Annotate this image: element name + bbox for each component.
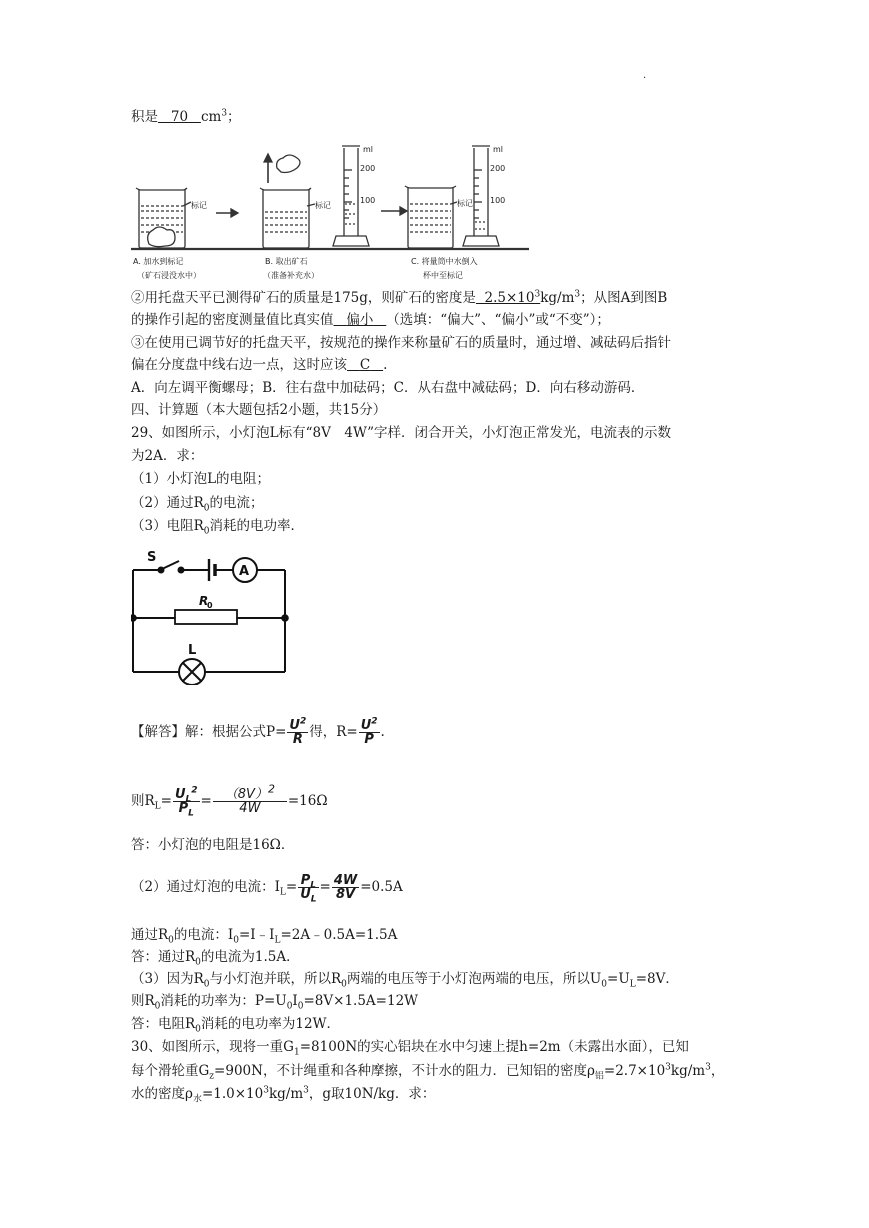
a8-s2: 0	[286, 1001, 293, 1012]
a9-p2: 消耗的电功率为12W．	[200, 1016, 340, 1032]
q30-l2-p2: =900N，不计绳重和各种摩擦，不计水的阻力．已知铝的密度ρ	[214, 1063, 595, 1079]
q29-sub3	[131, 517, 304, 535]
q30-l3-p2: =1.0×10	[201, 1086, 264, 1102]
lamp-label: L	[188, 643, 197, 658]
resistor-label-sub: 0	[207, 601, 213, 610]
panel-b-caption2: （准备补充水）	[263, 271, 319, 280]
answer-a4-pre: （2）通过灯泡的电流：I	[131, 879, 280, 895]
a9-s1: 0	[195, 1024, 201, 1035]
answer-a4-sub: L	[279, 887, 286, 898]
formula-r-den: P	[364, 732, 374, 747]
formula-il-den-sub: L	[310, 894, 317, 905]
formula-r	[359, 716, 380, 747]
cyl2-tick-100: 100	[490, 196, 506, 205]
volume-value: 70	[170, 109, 189, 125]
q29-line2: 为2A．求：	[131, 448, 204, 464]
formula-4w	[332, 874, 359, 901]
formula-8v-num: （8V）	[224, 787, 268, 802]
q30-line1	[131, 1038, 689, 1056]
q30-l2-p4: kg/m	[670, 1063, 706, 1079]
panel-c-caption2: 杯中至标记	[423, 271, 463, 280]
q30-l2-u2: 3	[705, 1062, 711, 1073]
cyl1-unit: ml	[363, 145, 374, 154]
answer-a4-eq: =	[285, 879, 298, 895]
q30-l3-p1: 水的密度ρ	[131, 1086, 193, 1102]
a7-p1: （3）因为R	[131, 971, 204, 987]
formula-rl	[173, 785, 200, 819]
q2b-post: （选填：“偏大”、“偏小”或“不变”）；	[386, 312, 610, 328]
q29-sub1: （1）小灯泡L的电阻；	[131, 471, 271, 487]
resistor-label: R	[199, 594, 209, 608]
a6-p2: 的电流为1.5A．	[200, 949, 300, 965]
answer-line4	[131, 872, 403, 905]
answer-a1-mid: 得，R=	[309, 724, 358, 740]
bias-answer	[334, 312, 387, 328]
formula-il-num: P	[300, 873, 311, 888]
beaker-figure	[131, 138, 531, 288]
q30-l3-u1: 3	[263, 1085, 269, 1096]
q3b-post: .	[383, 357, 388, 373]
q29-sub2-pre: （2）通过R	[131, 495, 204, 511]
q30-l2-u1: 3	[665, 1062, 671, 1073]
answer-line2	[131, 782, 328, 819]
a5-s1: 0	[168, 935, 174, 946]
options-line: A．向左调平衡螺母；B．往右盘中加砝码；C．从右盘中减砝码；D．向右移动游码．	[131, 380, 645, 396]
a7-s1: 0	[203, 979, 210, 990]
answer-line5	[131, 926, 397, 944]
cyl1-tick-100: 100	[360, 196, 376, 205]
answer-line8	[131, 992, 418, 1010]
q29-sub3-sub: 0	[203, 526, 210, 537]
panel-c-label: 标记	[457, 199, 473, 208]
q30-l2-s1: z	[209, 1071, 215, 1082]
circuit-diagram	[131, 545, 296, 685]
answer-a2-eq2: =	[200, 793, 212, 809]
q2-line	[131, 289, 667, 307]
q30-l2-p5: ，	[710, 1063, 725, 1079]
panel-c-caption1: C. 将量筒中水倒入	[411, 257, 478, 266]
density-sup: 3	[534, 289, 541, 300]
a7-p3: 两端的电压等于小灯泡两端的电压，所以U	[346, 971, 602, 987]
q30-l3-p3: kg/m	[268, 1086, 304, 1102]
cyl2-tick-200: 200	[490, 164, 506, 173]
formula-4w-den: 8V	[335, 887, 356, 902]
panel-a-caption1: A. 加水到标记	[133, 257, 184, 266]
a8-p1: 则R	[131, 993, 155, 1009]
a8-s1: 0	[154, 1001, 161, 1012]
answer-line3: 答：小灯泡的电阻是16Ω．	[131, 837, 295, 853]
answer-line6	[131, 948, 300, 966]
q2-pre: ②用托盘天平已测得矿石的质量是175g，则矿石的密度是	[131, 290, 476, 306]
ammeter-label: A	[239, 564, 250, 579]
q29-sub3-post: 消耗的电功率．	[209, 518, 304, 534]
formula-il	[298, 873, 318, 905]
formula-r-num: U	[360, 718, 372, 733]
q30-l3-s1: 水	[192, 1094, 202, 1105]
q29-sub3-pre: （3）电阻R	[131, 518, 204, 534]
q3b-pre: 偏在分度盘中线右边一点，这时应该	[131, 357, 347, 373]
formula-rl-num-sup: 2	[191, 785, 198, 796]
answer-a4-eq2: =	[319, 879, 331, 895]
q30-l2-p3: =2.7×10	[603, 1063, 666, 1079]
answer-a2-result: =16Ω	[287, 793, 328, 809]
volume-unit-sup: 3	[221, 108, 228, 119]
density-unit-sup: 3	[574, 289, 581, 300]
q30-l3-p4: ，g取10N/kg．求：	[308, 1086, 436, 1102]
panel-b-label: 标记	[315, 201, 331, 210]
choice-answer	[347, 357, 383, 373]
q30-l2-s2: 铝	[594, 1071, 604, 1082]
density-answer	[476, 290, 540, 306]
choice-value: C	[359, 357, 371, 373]
a6-p1: 答：通过R	[131, 949, 196, 965]
a5-p3: =I﹣I	[238, 927, 275, 943]
formula-rl-den: P	[178, 801, 189, 816]
q2-post: ；从图A到图B	[580, 290, 668, 306]
q30-l1-p2: =8100N的实心铝块在水中匀速上提h=2m（未露出水面），已知	[299, 1039, 689, 1055]
bias-value: 偏小	[346, 312, 374, 328]
formula-4w-num: 4W	[333, 873, 358, 888]
answer-a2-sub: L	[154, 801, 161, 812]
a8-p3: I	[292, 993, 298, 1009]
volume-answer	[158, 109, 201, 125]
cyl2-unit: ml	[493, 145, 504, 154]
a6-s1: 0	[195, 957, 201, 968]
answer-line9	[131, 1015, 340, 1033]
answer-line7	[131, 970, 679, 988]
formula-rl-num-sub: L	[185, 794, 192, 805]
q29-sub2-sub: 0	[203, 503, 210, 514]
formula-rl-num: U	[174, 787, 186, 802]
formula-il-num-sub: L	[310, 880, 317, 891]
a5-p4: =2A﹣0.5A=1.5A	[280, 927, 398, 943]
a7-s4: L	[629, 979, 636, 990]
section-4-heading: 四、计算题（本大题包括2小题，共15分）	[131, 402, 387, 418]
q30-line3	[131, 1085, 435, 1103]
a5-p2: 的电流：I	[173, 927, 234, 943]
density-value: 2.5×10	[484, 290, 535, 306]
a7-s3: 0	[601, 979, 608, 990]
panel-b-caption1: B. 取出矿石	[265, 257, 308, 266]
header-mark: .	[643, 70, 647, 81]
formula-rl-den-sub: L	[188, 808, 194, 819]
formula-p-num-sup: 2	[299, 716, 307, 727]
formula-8v-sup: 2	[267, 782, 275, 796]
answer-line1	[131, 717, 385, 747]
formula-8v	[213, 782, 287, 816]
answer-a2-eq: =	[160, 793, 172, 809]
q30-l1-s1: 1	[293, 1047, 300, 1058]
panel-a-caption2: （矿石浸没水中）	[137, 271, 201, 280]
formula-8v-den: 4W	[239, 801, 261, 816]
a8-p2: 消耗的功率为：P=U	[160, 993, 287, 1009]
q2b-line	[131, 311, 610, 329]
a5-p1: 通过R	[131, 927, 169, 943]
volume-pre: 积是	[131, 109, 158, 125]
q29-line1: 29、如图所示，小灯泡L标有“8V 4W”字样．闭合开关，小灯泡正常发光，电流表的示数	[131, 425, 671, 441]
q3b-line	[131, 356, 387, 374]
volume-post: ；	[227, 109, 241, 125]
formula-p	[287, 716, 308, 747]
a7-p2: 与小灯泡并联，所以R	[209, 971, 342, 987]
formula-il-den: U	[300, 887, 311, 902]
a9-p1: 答：电阻R	[131, 1016, 196, 1032]
cyl1-tick-200: 200	[360, 164, 376, 173]
resistor-r0	[175, 610, 237, 624]
formula-r-num-sup: 2	[371, 716, 378, 727]
q30-line2	[131, 1062, 724, 1080]
a7-s2: 0	[341, 979, 347, 990]
a7-p4: =U	[607, 971, 630, 987]
q30-l1-p1: 30、如图所示，现将一重G	[131, 1039, 294, 1055]
q30-l2-p1: 每个滑轮重G	[131, 1063, 210, 1079]
answer-a1-pre: 【解答】解：根据公式P=	[131, 724, 287, 740]
a8-s3: 0	[297, 1001, 304, 1012]
a8-p4: =8V×1.5A=12W	[303, 993, 419, 1009]
answer-a4-result: =0.5A	[360, 879, 403, 895]
answer-a1-post: .	[380, 724, 385, 740]
volume-unit: cm	[200, 109, 222, 125]
a7-p5: =8V．	[635, 971, 679, 987]
q3-line: ③在使用已调节好的托盘天平，按规范的操作来称量矿石的质量时，通过增、减砝码后指针	[131, 335, 671, 351]
switch-label: S	[147, 550, 157, 565]
formula-p-den: R	[292, 732, 303, 747]
a5-s3: L	[274, 935, 281, 946]
answer-a2-pre: 则R	[131, 793, 155, 809]
q2b-pre: 的操作引起的密度测量值比真实值	[131, 312, 334, 328]
q29-sub2	[131, 494, 264, 512]
q29-sub2-post: 的电流；	[209, 495, 264, 511]
a5-s2: 0	[233, 935, 239, 946]
q30-l3-u2: 3	[303, 1085, 309, 1096]
panel-a-label: 标记	[191, 201, 207, 210]
density-unit: kg/m	[540, 290, 575, 306]
formula-p-num: U	[289, 718, 300, 733]
volume-line	[131, 108, 241, 126]
